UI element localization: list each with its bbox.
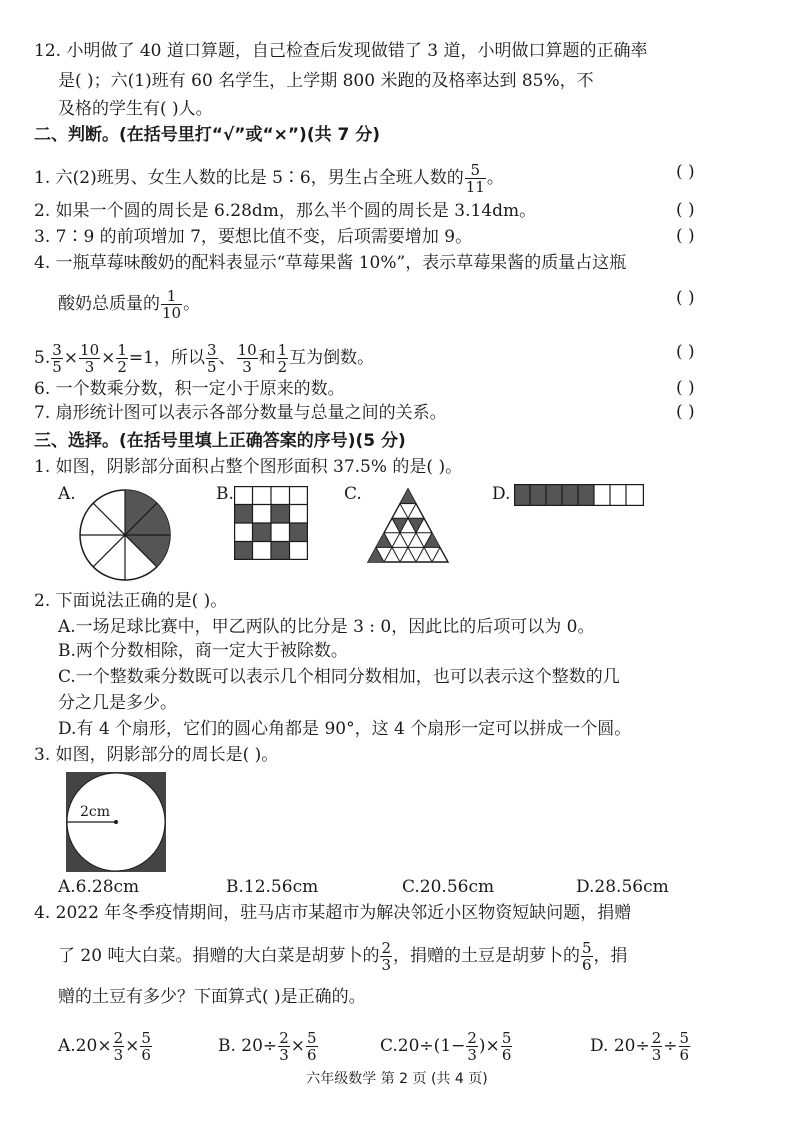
answer-paren-4[interactable]: ( ) (676, 288, 695, 308)
choice-3: 3. 如图，阴影部分的周长是( )。 (34, 745, 279, 765)
judge-5: 5. $\frac{3}{5}$ × $\frac{10}{3}$ × $\frac{1}{2}$ =1，所以 $\frac{3}{5}$ 、 $\frac{10}{3}$ 和 $\frac{1}{2}$ 互为倒数。 (34, 341, 375, 376)
answer-paren-2[interactable]: ( ) (676, 200, 695, 220)
answer-paren-6[interactable]: ( ) (676, 378, 695, 398)
fraction: $\frac{1}{10}$ (162, 287, 182, 322)
choice-4-option-a: A.20× $\frac{2}{3}$ × $\frac{5}{6}$ (58, 1029, 151, 1064)
judge-4-text: 酸奶总质量的 (58, 294, 160, 314)
judge-2: 2. 如果一个圆的周长是 6.28dm，那么半个圆的周长是 3.14dm。 (34, 201, 537, 221)
choice-4-option-b: B. 20÷ $\frac{2}{3}$ × $\frac{5}{6}$ (218, 1029, 317, 1064)
choice-3-option-b: B.12.56cm (226, 877, 319, 897)
judge-3: 3. 7∶9 的前项增加 7，要想比值不变，后项需要增加 9。 (34, 227, 473, 247)
option-a-label: A. (58, 484, 76, 504)
choice-2: 2. 下面说法正确的是( )。 (34, 591, 228, 611)
judge-7: 7. 扇形统计图可以表示各部分数量与总量之间的关系。 (34, 403, 447, 423)
section3-title: 三、选择。(在括号里填上正确答案的序号)(5 分) (34, 431, 406, 451)
choice-3-option-c: C.20.56cm (402, 877, 495, 897)
choice-2-option-b: B.两个分数相除，商一定大于被除数。 (58, 641, 348, 661)
page-footer: 六年级数学 第 2 页 (共 4 页) (306, 1071, 488, 1087)
answer-paren-3[interactable]: ( ) (676, 226, 695, 246)
strip-figure (514, 484, 644, 506)
grid-figure (234, 486, 308, 560)
judge-6: 6. 一个数乘分数，积一定小于原来的数。 (34, 379, 345, 399)
q12-line1: 12. 小明做了 40 道口算题，自己检查后发现做错了 3 道，小明做口算题的正确率 (34, 41, 648, 61)
answer-paren-1[interactable]: ( ) (676, 162, 695, 182)
q12-line2: 是( )；六(1)班有 60 名学生，上学期 800 米跑的及格率达到 85%，不 (58, 71, 594, 91)
choice-2-option-a: A.一场足球比赛中，甲乙两队的比分是 3 : 0，因此比的后项可以为 0。 (58, 617, 595, 637)
option-d-label: D. (492, 484, 511, 504)
choice-2-option-c-cont: 分之几是多少。 (58, 693, 177, 713)
choice-4-line3: 赠的土豆有多少？下面算式( )是正确的。 (58, 987, 366, 1007)
period: 。 (183, 294, 201, 314)
choice-4-line2: 了 20 吨大白菜。捐赠的大白菜是胡萝卜的 $\frac{2}{3}$ ，捐赠的土豆是胡萝卜的 $\frac{5}{6}$ ，捐 (58, 939, 628, 974)
choice-2-option-d: D.有 4 个扇形，它们的圆心角都是 90°，这 4 个扇形一定可以拼成一个圆。 (58, 719, 632, 739)
choice-4-option-c: C.20÷(1− $\frac{2}{3}$ )× $\frac{5}{6}$ (380, 1029, 512, 1064)
choice-3-option-d: D.28.56cm (576, 877, 669, 897)
triangle-figure (366, 488, 450, 564)
option-c-label: C. (344, 484, 362, 504)
section2-title: 二、判断。(在括号里打“√”或“×”)(共 7 分) (34, 125, 381, 145)
choice-1: 1. 如图，阴影部分面积占整个图形面积 37.5% 的是( )。 (34, 457, 463, 477)
choice-2-option-c: C.一个整数乘分数既可以表示几个相同分数相加，也可以表示这个整数的几 (58, 667, 620, 687)
square-circle-figure (66, 772, 166, 872)
radius-label: 2cm (80, 804, 111, 820)
answer-paren-5[interactable]: ( ) (676, 342, 695, 362)
period: 。 (486, 168, 504, 188)
fraction: $\frac{5}{11}$ (465, 161, 485, 196)
choice-4-line1: 4. 2022 年冬季疫情期间，驻马店市某超市为解决邻近小区物资短缺问题，捐赠 (34, 903, 632, 923)
judge-4-line2 (58, 288, 200, 321)
judge-1 (34, 162, 504, 195)
option-b-label: B. (216, 484, 234, 504)
choice-3-option-a: A.6.28cm (58, 877, 140, 897)
q12-line3: 及格的学生有( )人。 (58, 99, 213, 119)
circle-figure (78, 488, 172, 582)
judge-4-line1: 4. 一瓶草莓味酸奶的配料表显示“草莓果酱 10%”，表示草莓果酱的质量占这瓶 (34, 253, 627, 273)
choice-4-option-d: D. 20÷ $\frac{2}{3}$ ÷ $\frac{5}{6}$ (590, 1029, 690, 1064)
answer-paren-7[interactable]: ( ) (676, 402, 695, 422)
judge-1-text: 1. 六(2)班男、女生人数的比是 5∶6，男生占全班人数的 (34, 168, 464, 188)
